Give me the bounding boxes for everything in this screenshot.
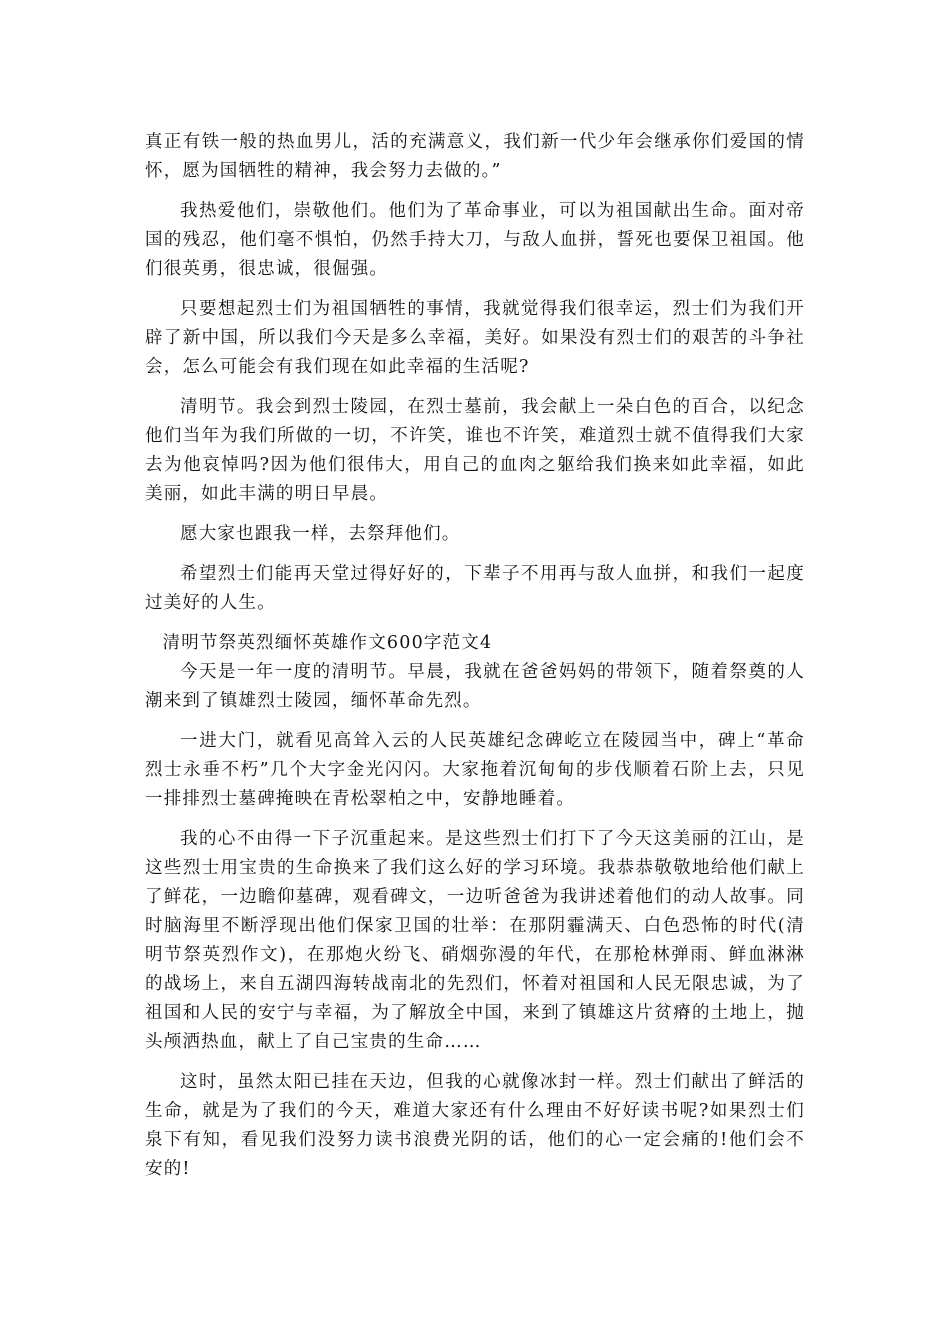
paragraph: 希望烈士们能再天堂过得好好的，下辈子不用再与敌人血拼，和我们一起度过美好的人生。	[145, 564, 805, 613]
document-page	[145, 128, 805, 1195]
paragraph: 一进大门，就看见高耸入云的人民英雄纪念碑屹立在陵园当中，碑上“革命烈士永垂不朽”几个大字金光闪闪。大家拖着沉甸甸的步伐顺着石阶上去，只见一排排烈士墓碑掩映在青松翠柏之中，安静地睡着。	[145, 731, 805, 809]
paragraph: 真正有铁一般的热血男儿，活的充满意义，我们新一代少年会继承你们爱国的情怀，愿为国牺牲的精神，我会努力去做的。”	[145, 132, 805, 181]
paragraph: 我热爱他们，崇敬他们。他们为了革命事业，可以为祖国献出生命。面对帝国的残忍，他们毫不惧怕，仍然手持大刀，与敌人血拼，誓死也要保卫祖国。他们很英勇，很忠诚，很倔强。	[145, 201, 805, 279]
paragraph: 我的心不由得一下子沉重起来。是这些烈士们打下了今天这美丽的江山，是这些烈士用宝贵的生命换来了我们这么好的学习环境。我恭恭敬敬地给他们献上了鲜花，一边瞻仰墓碑，观看碑文，一边听爸爸为我讲述着他们的动人故事。同时脑海里不断浮现出他们保家卫国的壮举：在那阴霾满天、白色恐怖的时代(清明节祭英烈作文)，在那炮火纷飞、硝烟弥漫的年代，在那枪林弹雨、鲜血淋淋的战场上，来自五湖四海转战南北的先烈们，怀着对祖国和人民无限忠诚，为了祖国和人民的安宁与幸福，为了解放全中国，来到了镇雄这片贫瘠的土地上，抛头颅洒热血，献上了自己宝贵的生命……	[145, 829, 805, 1052]
paragraph: 只要想起烈士们为祖国牺牲的事情，我就觉得我们很幸运，烈士们为我们开辟了新中国，所以我们今天是多么幸福，美好。如果没有烈士们的艰苦的斗争社会，怎么可能会有我们现在如此幸福的生活呢?	[145, 299, 805, 377]
section-title: 清明节祭英烈缅怀英雄作文600字范文4	[162, 633, 493, 653]
paragraph: 这时，虽然太阳已挂在天边，但我的心就像冰封一样。烈士们献出了鲜活的生命，就是为了我们的今天，难道大家还有什么理由不好好读书呢?如果烈士们泉下有知，看见我们没努力读书浪费光阴的话，他们的心一定会痛的!他们会不安的!	[145, 1072, 805, 1179]
paragraph: 清明节。我会到烈士陵园，在烈士墓前，我会献上一朵白色的百合，以纪念他们当年为我们所做的一切，不许笑，谁也不许笑，难道烈士就不值得我们大家去为他哀悼吗?因为他们很伟大，用自己的血肉之躯给我们换来如此幸福，如此美丽，如此丰满的明日早晨。	[145, 397, 805, 504]
paragraph: 今天是一年一度的清明节。早晨，我就在爸爸妈妈的带领下，随着祭奠的人潮来到了镇雄烈士陵园，缅怀革命先烈。	[145, 662, 805, 711]
paragraph: 愿大家也跟我一样，去祭拜他们。	[180, 524, 461, 544]
